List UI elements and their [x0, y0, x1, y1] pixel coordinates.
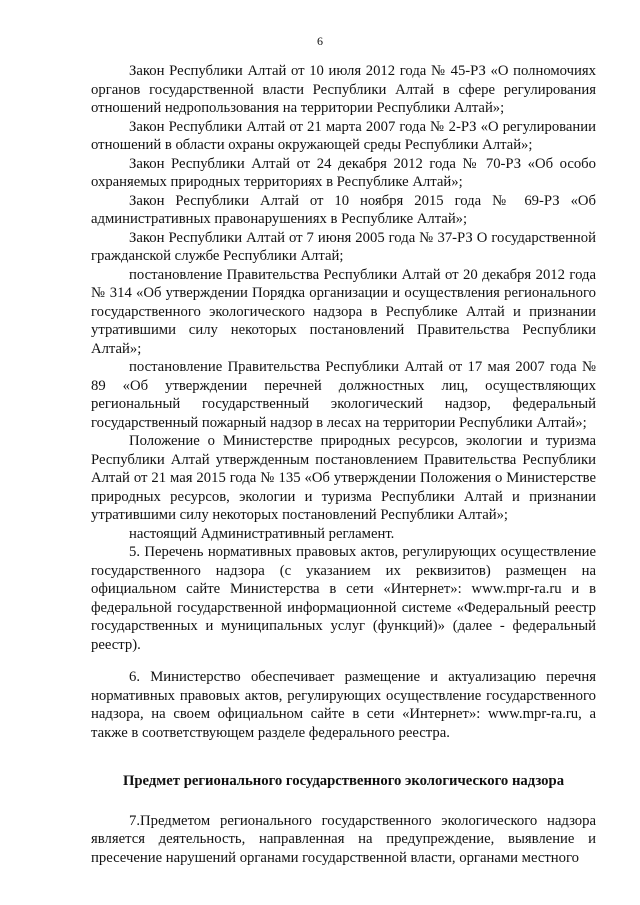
- paragraph-item-7: 7.Предметом регионального государственного экологического надзора является деятельность, направленная на предупреждение, выявление и пресечение нарушений органами государственной власти, органами местного: [91, 812, 596, 866]
- section-heading: Предмет регионального государственного экологического надзора: [122, 773, 565, 789]
- paragraph-resolution-89: постановление Правительства Республики Алтай от 17 мая 2007 года № 89 «Об утверждении перечней должностных лиц, осуществляющих региональный государственный экологический надзор, федеральный государственный пожарный надзор в лесах на территории Республики Алтай»;: [91, 359, 596, 431]
- paragraph-law-69rz: Закон Республики Алтай от 10 ноября 2015 года № 69-РЗ «Об административных правонарушениях в Республике Алтай»;: [91, 192, 596, 227]
- paragraph-resolution-314: постановление Правительства Республики Алтай от 20 декабря 2012 года № 314 «Об утверждении Порядка организации и осуществления регионального государственного экологического надзора в Республике Алтай и признании утратившими силу некоторых постановлений Правительства Республики Алтай»;: [91, 266, 596, 357]
- document-body: [91, 62, 596, 867]
- paragraph-law-70rz: Закон Республики Алтай от 24 декабря 2012 года № 70-РЗ «Об особо охраняемых природных территориях в Республике Алтай»;: [91, 155, 596, 190]
- paragraph-law-37rz: Закон Республики Алтай от 7 июня 2005 года № 37-РЗ О государственной гражданской службе Республики Алтай;: [91, 229, 596, 264]
- paragraph-ministry-regulation: Положение о Министерстве природных ресурсов, экологии и туризма Республики Алтай утвержденным постановлением Правительства Республики Алтай от 21 мая 2015 года № 135 «Об утверждении Положения о Министерстве природных ресурсов, экологии и туризма Республики Алтай и признании утратившими силу некоторых постановлений Республики Алтай»;: [91, 433, 596, 523]
- page-number: 6: [317, 34, 323, 48]
- paragraph-item-5: 5. Перечень нормативных правовых актов, регулирующих осуществление государственного надзора (с указанием их реквизитов) размещен на официальном сайте Министерства в сети «Интернет»: www.mpr-ra.ru и в федеральной государственной информационной системе «Федеральный реестр государственных и муниципальных услуг (функций)» (далее - федеральный реестр).: [91, 544, 596, 653]
- paragraph-law-45rz: Закон Республики Алтай от 10 июля 2012 года № 45-РЗ «О полномочиях органов государственной власти Республики Алтай в сфере регулирования отношений недропользования на территории Республики Алтай»;: [91, 63, 596, 116]
- paragraph-administrative-regulation: настоящий Административный регламент.: [129, 525, 395, 542]
- paragraph-law-2rz: Закон Республики Алтай от 21 марта 2007 года № 2-РЗ «О регулировании отношений в области охраны окружающей среды Республики Алтай»;: [91, 118, 596, 153]
- paragraph-item-6: 6. Министерство обеспечивает размещение и актуализацию перечня нормативных правовых актов, регулирующих осуществление государственного надзора, на своем официальном сайте в сети «Интернет»: www.mpr-ra.ru, а также в соответствующем разделе федерального реестра.: [91, 669, 596, 741]
